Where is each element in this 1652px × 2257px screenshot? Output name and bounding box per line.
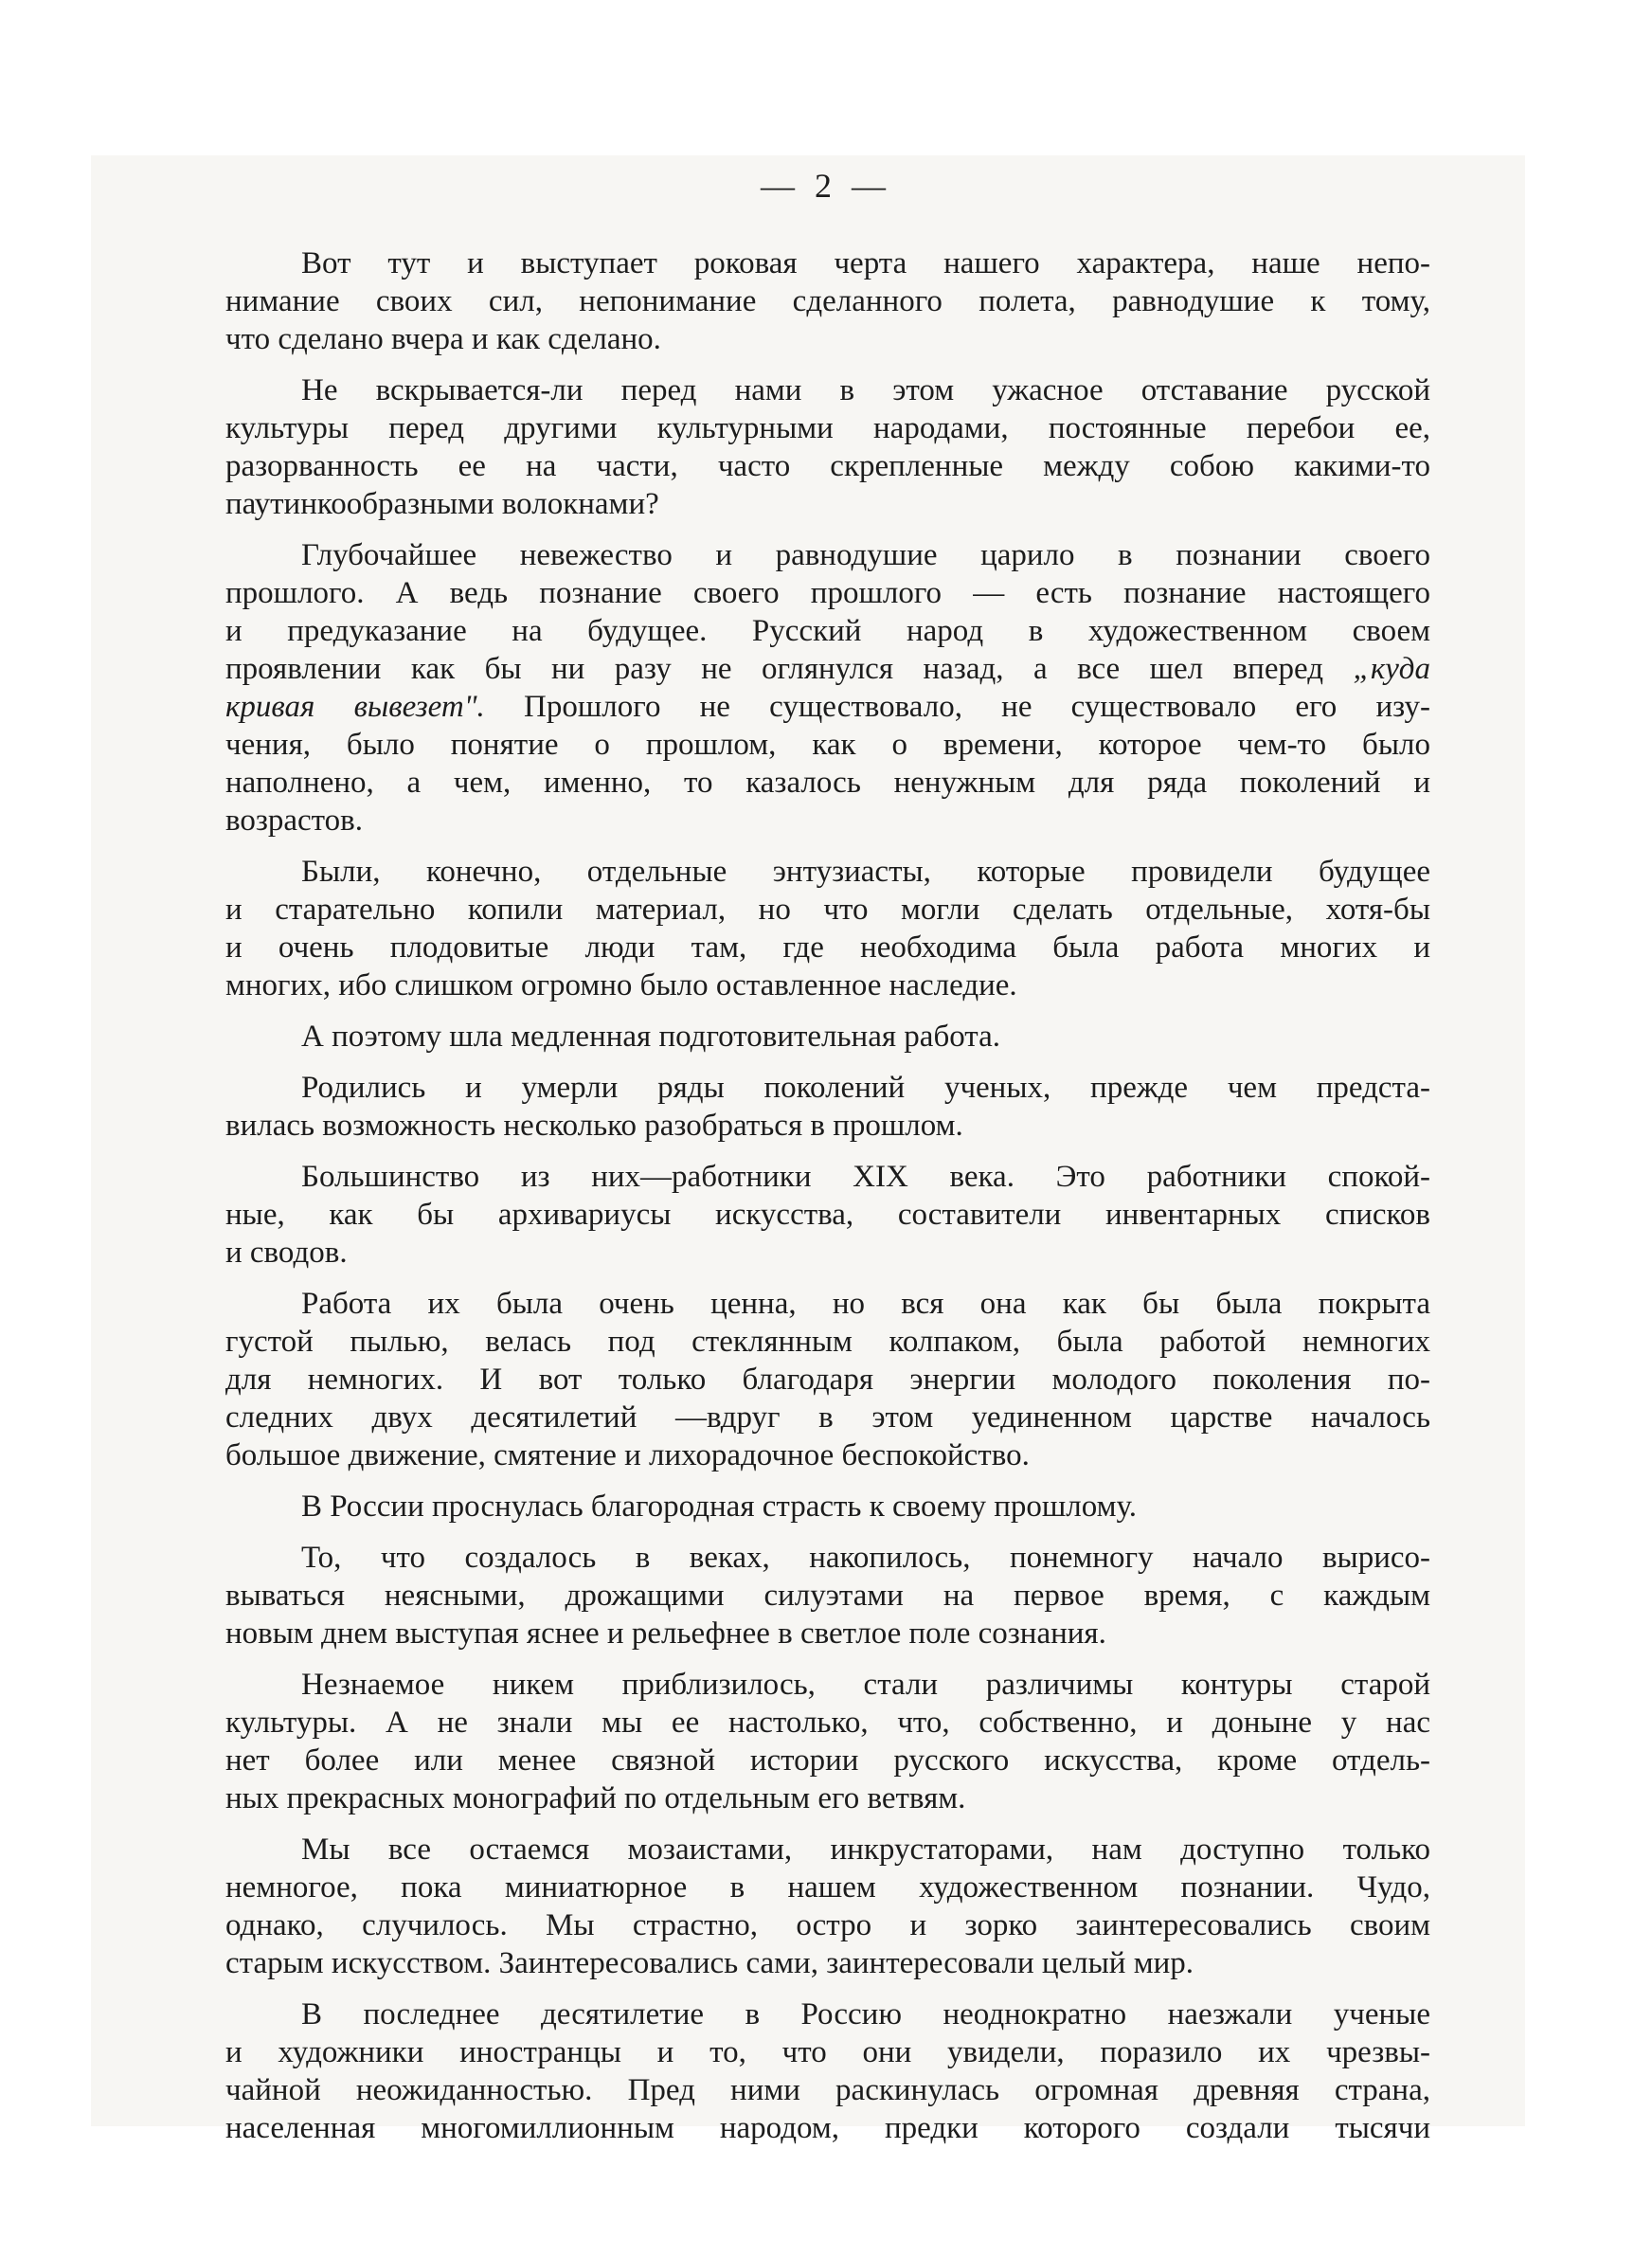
- text-line: паутинкообразными волокнами?: [225, 487, 659, 521]
- text-line: и художники иностранцы и то, что они увидели, поразило их чрезвы-: [225, 2035, 1430, 2069]
- text-line: вилась возможность несколько разобраться в прошлом.: [225, 1109, 963, 1143]
- paragraph-5: [225, 1018, 1430, 1056]
- paragraph-6: [225, 1069, 1430, 1145]
- text-line: и старательно копили материал, но что могли сделать отдельные, хотя-бы: [225, 893, 1430, 927]
- text-segment: Прошлого не существовало, не существовало его изу-: [524, 690, 1430, 724]
- text-line: населенная многомиллионным народом, предки которого создали тысячи: [225, 2111, 1430, 2145]
- text-line: старым искусством. Заинтересовались сами, заинтересовали целый мир.: [225, 1946, 1194, 1980]
- text-line: В России проснулась благородная страсть к своему прошлому.: [301, 1490, 1137, 1524]
- paragraph-3: [225, 536, 1430, 840]
- paragraph-2: [225, 371, 1430, 523]
- text-line: немногое, пока миниатюрное в нашем художественном познании. Чудо,: [225, 1870, 1430, 1905]
- paragraph-12: [225, 1831, 1430, 1982]
- text-line: и очень плодовитые люди там, где необходима была работа многих и: [225, 930, 1430, 965]
- text-line: наполнено, а чем, именно, то казалось ненужным для ряда поколений и: [225, 766, 1430, 800]
- paragraph-4: [225, 853, 1430, 1004]
- paragraph-13: [225, 1995, 1430, 2147]
- paragraph-10: [225, 1539, 1430, 1652]
- page-number: — 2 —: [761, 167, 891, 205]
- text-line: Вот тут и выступает роковая черта нашего характера, наше непо-: [301, 246, 1430, 280]
- text-line: возрастов.: [225, 803, 364, 838]
- paragraph-7: [225, 1158, 1430, 1272]
- text-line: вываться неясными, дрожащими силуэтами на первое время, с каждым: [225, 1579, 1430, 1613]
- text-line: большое движение, смятение и лихорадочное беспокойство.: [225, 1438, 1030, 1472]
- text-line: однако, случилось. Мы страстно, остро и зорко заинтересовались своим: [225, 1908, 1430, 1942]
- text-line: прошлого. А ведь познание своего прошлого — есть познание настоящего: [225, 576, 1430, 610]
- text-line: Были, конечно, отдельные энтузиасты, которые провидели будущее: [301, 855, 1430, 889]
- quote-italic: кривая вывезет".: [225, 690, 485, 724]
- text-line: что сделано вчера и как сделано.: [225, 322, 661, 356]
- text-line: Родились и умерли ряды поколений ученых, прежде чем предста-: [301, 1071, 1430, 1105]
- text-line: следних двух десятилетий —вдруг в этом уединенном царстве началось: [225, 1400, 1430, 1435]
- text-segment: проявлении как бы ни разу не оглянулся назад, а все шел вперед: [225, 652, 1323, 686]
- text-line: Не вскрывается-ли перед нами в этом ужасное отставание русской: [301, 373, 1430, 407]
- text-line: новым днем выступая яснее и рельефнее в светлое поле сознания.: [225, 1616, 1106, 1651]
- paragraph-8: [225, 1285, 1430, 1474]
- text-line: [225, 688, 1430, 726]
- text-line: В последнее десятилетие в Россию неоднократно наезжали ученые: [301, 1997, 1430, 2031]
- text-line: и сводов.: [225, 1236, 348, 1270]
- text-line: чайной неожиданностью. Пред ними раскинулась огромная древняя страна,: [225, 2073, 1430, 2107]
- text-line: нет более или менее связной истории русского искусства, кроме отдель-: [225, 1743, 1430, 1778]
- text-line: ных прекрасных монографий по отдельным его ветвям.: [225, 1781, 966, 1815]
- text-line: культуры перед другими культурными народами, постоянные перебои ее,: [225, 411, 1430, 445]
- text-line: для немногих. И вот только благодаря энергии молодого поколения по-: [225, 1363, 1430, 1397]
- text-line: Незнаемое никем приблизилось, стали различимы контуры старой: [301, 1668, 1430, 1702]
- text-line: То, что создалось в веках, накопилось, понемногу начало вырисо-: [301, 1541, 1430, 1575]
- paragraph-1: [225, 244, 1430, 358]
- paragraph-11: [225, 1666, 1430, 1817]
- text-line: и предуказание на будущее. Русский народ в художественном своем: [225, 614, 1430, 648]
- paragraph-9: [225, 1488, 1430, 1526]
- text-line: многих, ибо слишком огромно было оставленное наследие.: [225, 968, 1017, 1002]
- text-line: Работа их была очень ценна, но вся она как бы была покрыта: [301, 1287, 1430, 1321]
- text-line: разорванность ее на части, часто скрепленные между собою какими-то: [225, 449, 1430, 483]
- text-line: Глубочайшее невежество и равнодушие царило в познании своего: [301, 538, 1430, 572]
- text-line: чения, было понятие о прошлом, как о времени, которое чем-то было: [225, 728, 1430, 762]
- text-line: [225, 650, 1430, 688]
- text-line: нимание своих сил, непонимание сделанного полета, равнодушие к тому,: [225, 284, 1430, 318]
- text-line: культуры. А не знали мы ее настолько, что, собственно, и доныне у нас: [225, 1706, 1430, 1740]
- text-line: Большинство из них—работники XIX века. Это работники спокой-: [301, 1160, 1430, 1194]
- quote-italic: „куда: [1353, 652, 1431, 686]
- text-line: густой пылью, велась под стеклянным колпаком, была работой немногих: [225, 1325, 1430, 1359]
- text-line: ные, как бы архивариусы искусства, составители инвентарных списков: [225, 1198, 1430, 1232]
- text-line: А поэтому шла медленная подготовительная работа.: [301, 1020, 1001, 1054]
- body-text: [225, 244, 1430, 2160]
- text-line: Мы все остаемся мозаистами, инкрустаторами, нам доступно только: [301, 1833, 1430, 1867]
